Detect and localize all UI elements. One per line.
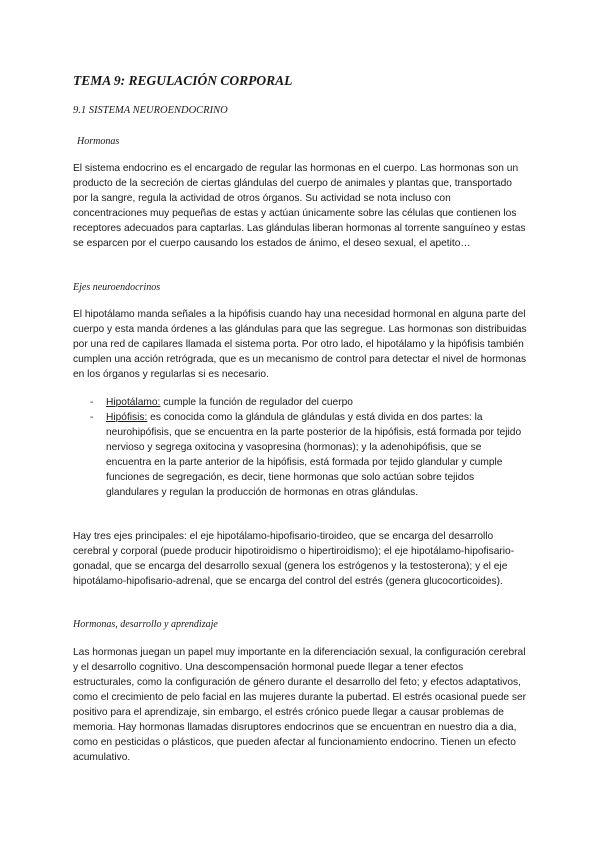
paragraph-ejes-principales: Hay tres ejes principales: el eje hipotálamo-hipofisario-tiroideo, que se encarga del desarrollo cerebral y corporal (puede producir hipotiroidismo o hipertiroidismo); el eje hipotálamo-hipofisario-gonadal, que se encarga del desarrollo sexual (genera los estrógenos y la testosterona); y el eje hipotálamo-hipofisario-adrenal, que se encarga del control del estrés (genera glucocorticoides).	[73, 531, 515, 587]
desc-hipotalamo: cumple la función de regulador del cuerpo	[160, 397, 353, 408]
subheading-desarrollo: Hormonas, desarrollo y aprendizaje	[73, 619, 218, 630]
subheading-hormonas: Hormonas	[77, 136, 120, 147]
term-hipofisis: Hipófisis:	[106, 412, 148, 423]
section-heading: 9.1 SISTEMA NEUROENDOCRINO	[73, 105, 228, 116]
desc-hipofisis: es conocida como la glándula de glándulas y está divida en dos partes: la neurohipófisis, que se encuentra en la parte posterior de la hipófisis, está formada por tejido nervioso y segrega oxitocina y vasopresina (hormonas); y la adenohipófisis, que se encuentra en la parte anterior de la hipófisis, está formada por tejido glandular y cumple funciones de segregación, es decir, tiene hormonas que solo actúan sobre tejidos glandulares y regulan la producción de hormonas en otras glándulas.	[106, 412, 522, 498]
list-item-hipotalamo	[88, 395, 528, 410]
gland-list	[88, 395, 528, 500]
term-hipotalamo: Hipotálamo:	[106, 397, 161, 408]
paragraph-desarrollo: Las hormonas juegan un papel muy importante en la diferenciación sexual, la configuración cerebral y el desarrollo cognitivo. Una descompensación hormonal puede llegar a tener efectos estructurales, como la configuración de género durante el desarrollo del feto; y efectos adaptativos, como el crecimiento de pelo facial en las mujeres durante la pubertad. El estrés ocasional puede ser positivo para el aprendizaje, sin embargo, el estrés crónico puede llegar a causar problemas de memoria. Hay hormonas llamadas disruptores endocrinos que se encuentran en nuestro dia a dia, como en pesticidas o plásticos, que pueden afectar al funcionamiento endocrino. Tienen un efecto acumulativo.	[73, 647, 527, 763]
paragraph-ejes: El hipotálamo manda señales a la hipófisis cuando hay una necesidad hormonal en alguna parte del cuerpo y esta manda órdenes a las glándulas para que las segregue. Las hormonas son distribuidas por una red de capilares llamada el sistema porta. Por otro lado, el hipotálamo y la hipófisis también cumplen una acción retrógrada, que es un mecanismo de control para detectar el nivel de hormonas en los órganos y regularlas si es necesario.	[73, 309, 527, 380]
list-item-hipofisis	[88, 410, 528, 500]
paragraph-hormonas: El sistema endocrino es el encargado de regular las hormonas en el cuerpo. Las hormonas son un producto de la secreción de ciertas glándulas del cuerpo de animales y plantas que, transportado por la sangre, regula la actividad de otros órganos. Su actividad se nota incluso con concentraciones muy pequeñas de estas y actúan únicamente sobre las células que contienen los receptores adecuados para captarlas. Las glándulas liberan hormonas al torrente sanguíneo y estas se esparcen por el cuerpo causando los estados de ánimo, el deseo sexual, el apetito…	[73, 163, 526, 249]
subheading-ejes: Ejes neuroendocrinos	[73, 282, 161, 293]
page-title: TEMA 9: REGULACIÓN CORPORAL	[73, 73, 293, 88]
